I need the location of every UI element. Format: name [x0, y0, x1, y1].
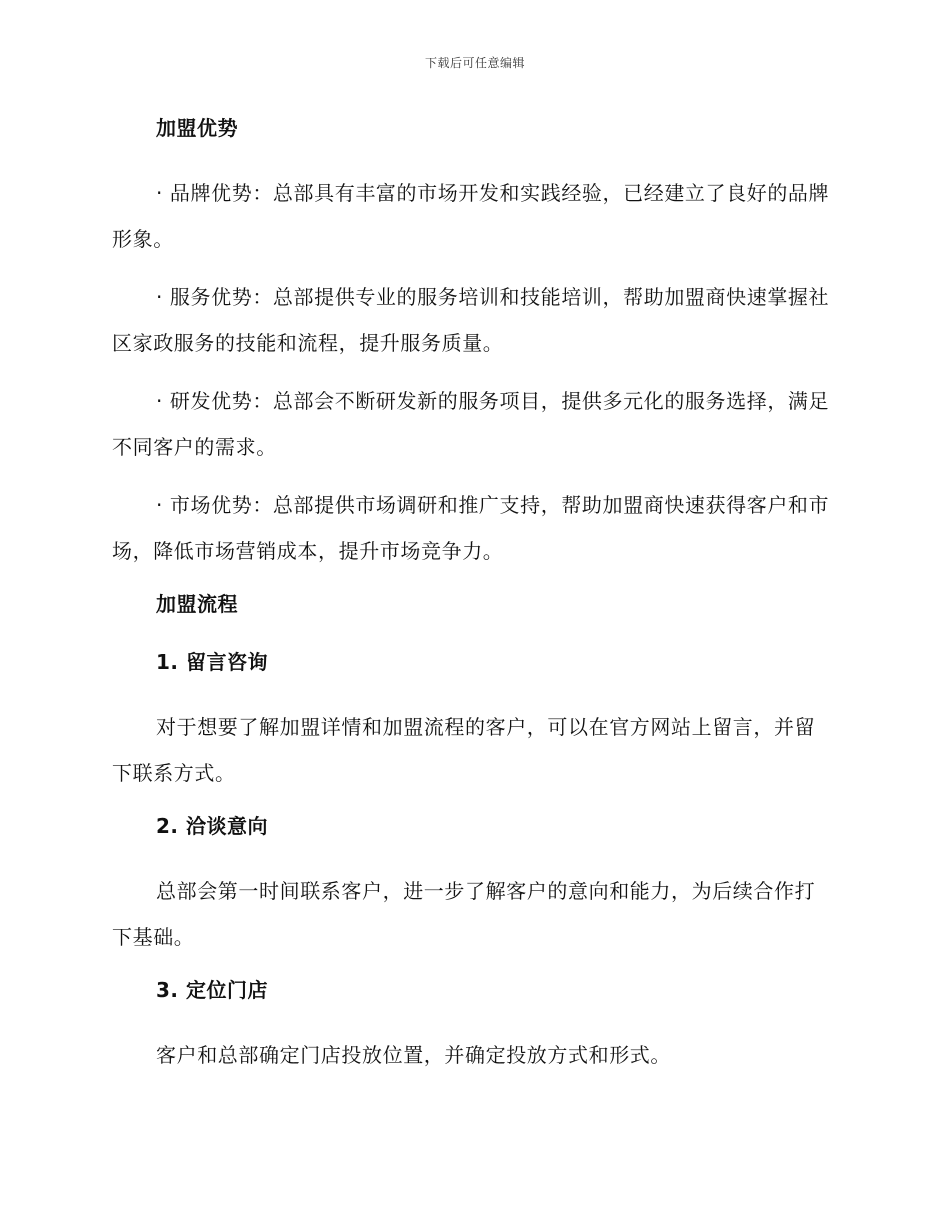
advantage-rnd: · 研发优势：总部会不断研发新的服务项目，提供多元化的服务选择，满足不同客户的需求。: [112, 389, 830, 459]
section-heading-process: 加盟流程: [156, 592, 238, 616]
step-text-2: 总部会第一时间联系客户，进一步了解客户的意向和能力，为后续合作打下基础。: [112, 879, 816, 949]
header-note: 下载后可任意编辑: [424, 56, 525, 70]
advantage-market: · 市场优势：总部提供市场调研和推广支持，帮助加盟商快速获得客户和市场，降低市场营销成本，提升市场竞争力。: [112, 493, 830, 563]
document-body: [112, 112, 832, 1090]
step-title-2: 2. 洽谈意向: [156, 814, 268, 838]
step-text-1: 对于想要了解加盟详情和加盟流程的客户，可以在官方网站上留言，并留下联系方式。: [112, 715, 816, 785]
advantage-service: · 服务优势：总部提供专业的服务培训和技能培训，帮助加盟商快速掌握社区家政服务的技能和流程，提升服务质量。: [112, 285, 830, 355]
section-heading-advantages: 加盟优势: [156, 116, 238, 140]
step-text-3: 客户和总部确定门店投放位置，并确定投放方式和形式。: [156, 1043, 671, 1067]
step-title-1: 1. 留言咨询: [156, 650, 268, 674]
step-title-3: 3. 定位门店: [156, 978, 268, 1002]
advantage-brand: · 品牌优势：总部具有丰富的市场开发和实践经验，已经建立了良好的品牌形象。: [112, 181, 830, 251]
